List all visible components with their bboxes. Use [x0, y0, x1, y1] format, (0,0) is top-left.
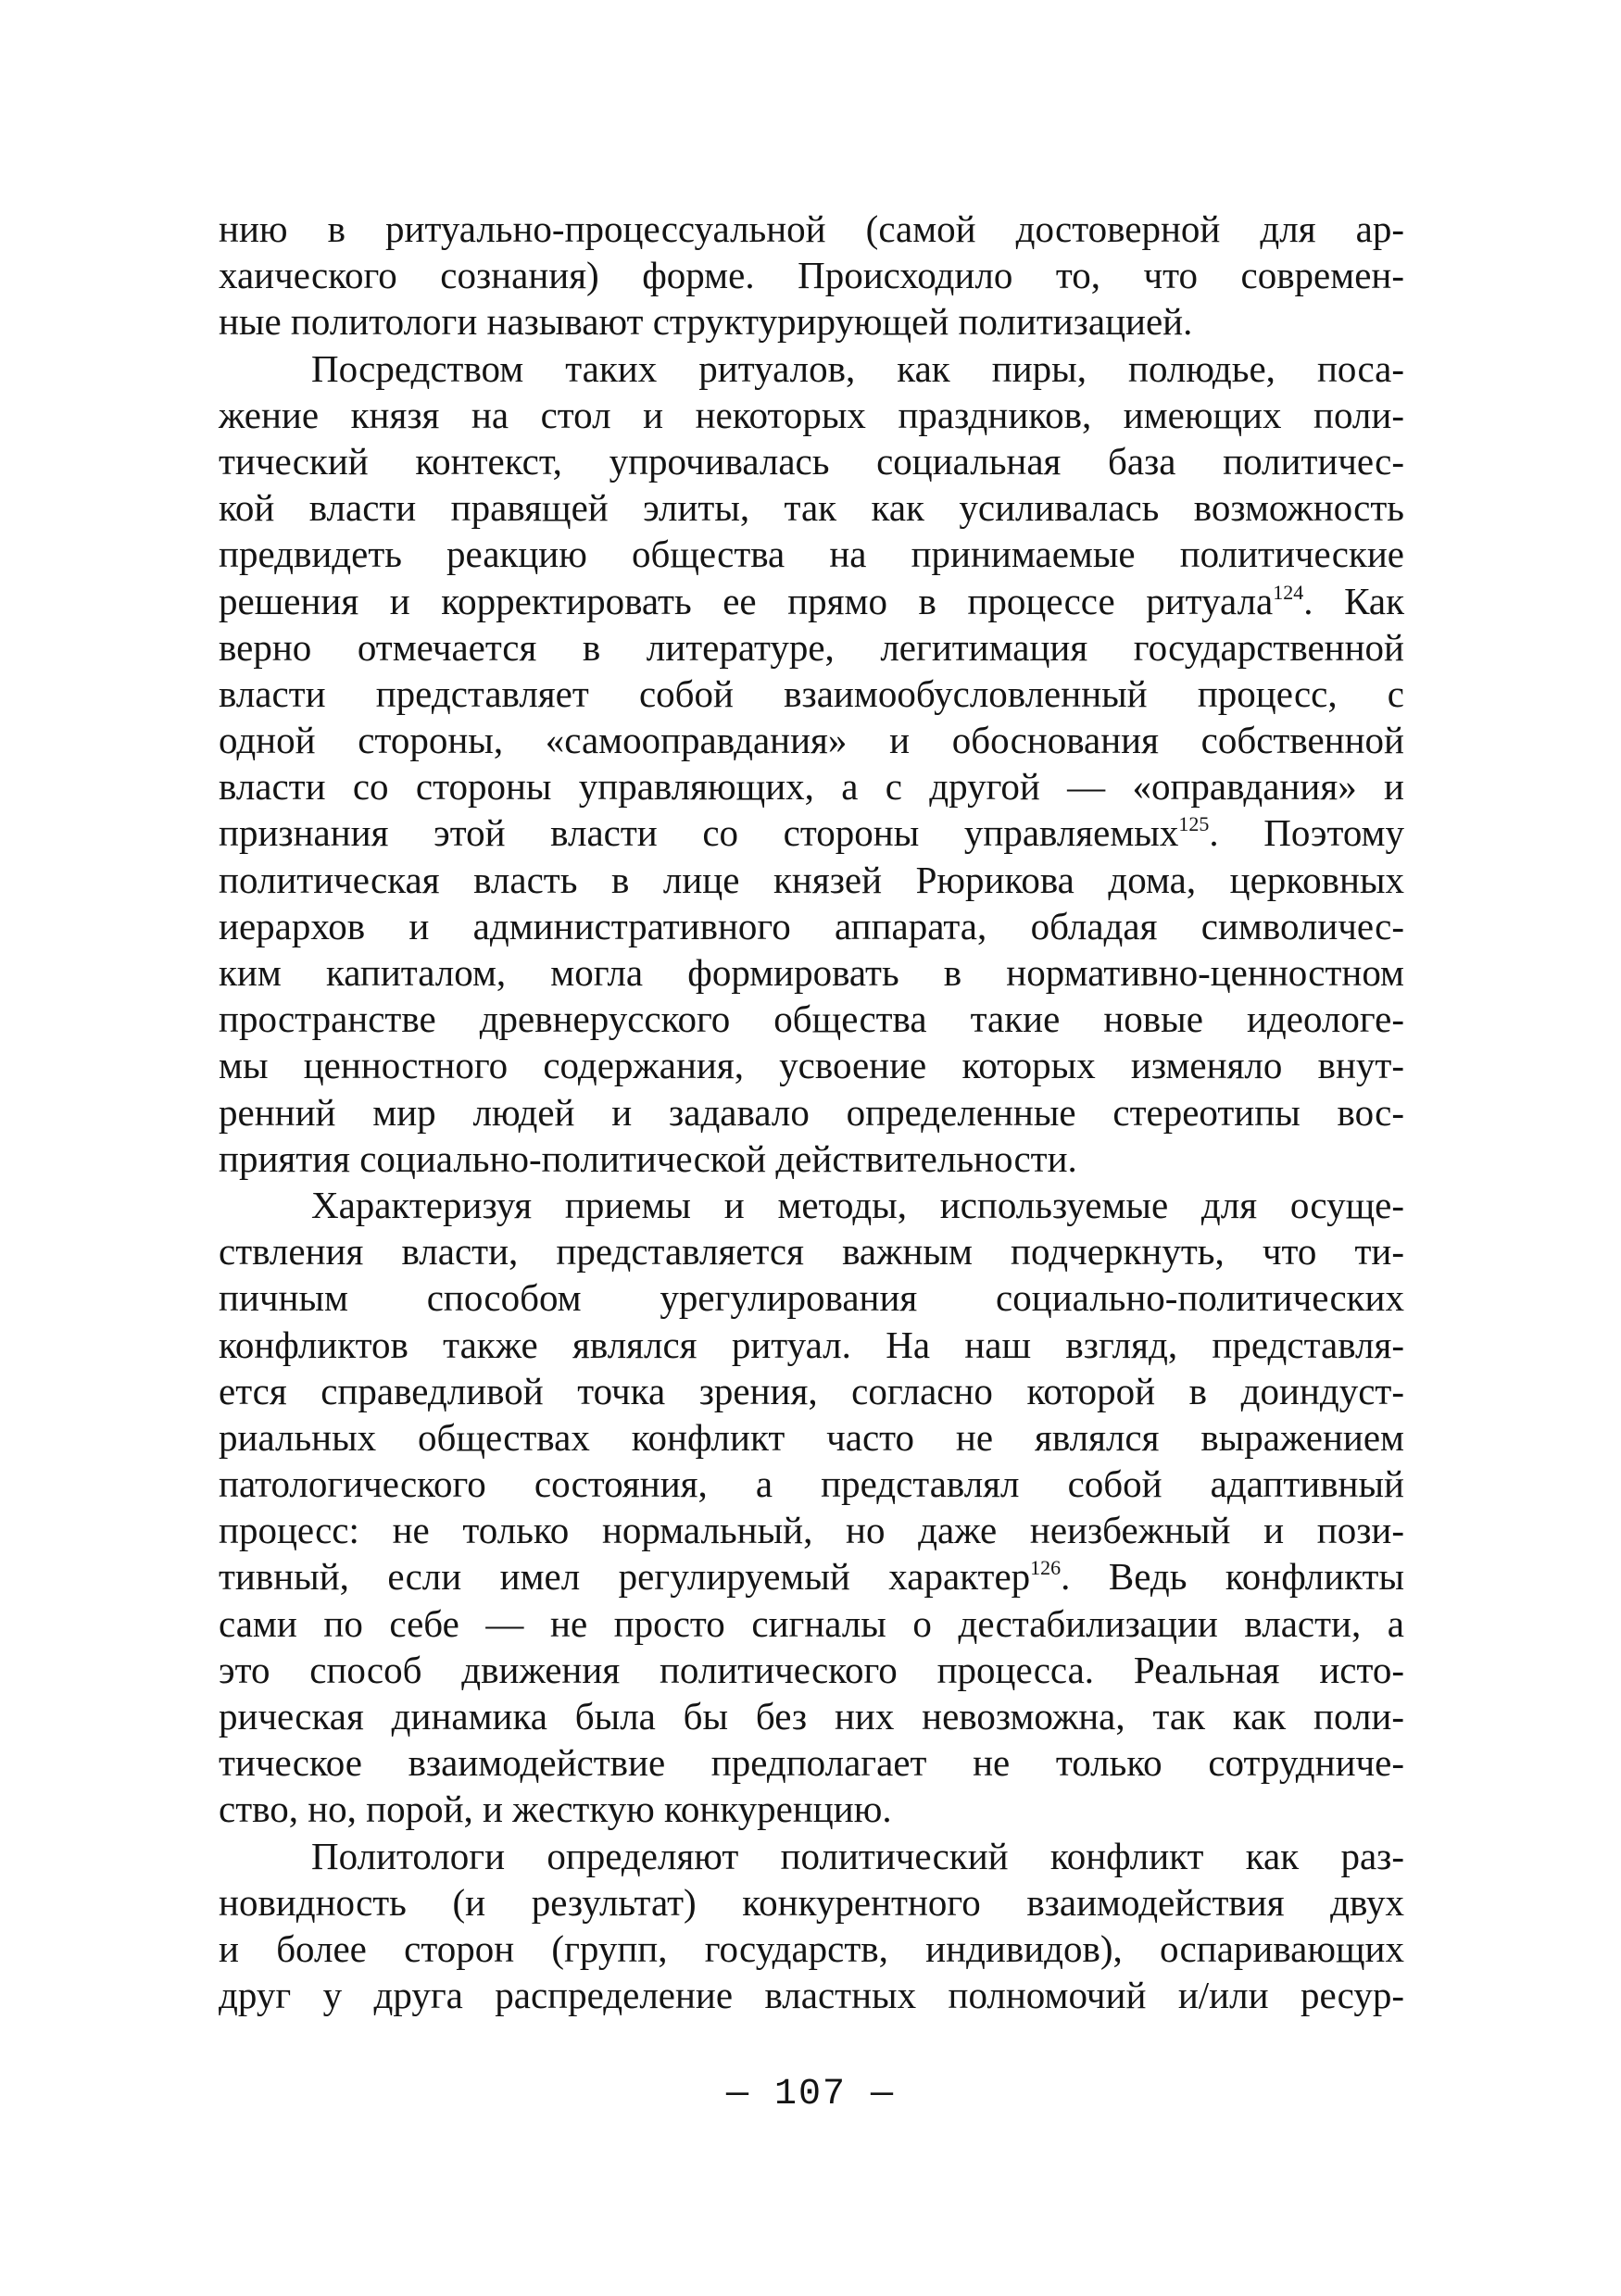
text-line: новидность (и результат) конкурентного взаимодействия двух [219, 1880, 1404, 1924]
text-line: процесс: не только нормальный, но даже неизбежный и пози- [219, 1509, 1404, 1552]
text-line: ким капиталом, могла формировать в нормативно-ценностном [219, 951, 1404, 994]
text-line: тический контекст, упрочивалась социальная база политичес- [219, 439, 1404, 483]
text-line: и более сторон (групп, государств, индивидов), оспаривающих [219, 1926, 1404, 1970]
line-text: признания этой власти со стороны управляемых [219, 811, 1179, 855]
text-line: жение князя на стол и некоторых праздников, имеющих поли- [219, 393, 1404, 436]
paragraph [219, 1182, 1404, 1833]
text-line: власти со стороны управляющих, а с другой — «оправдания» и [219, 765, 1404, 809]
text-line: Политологи определяют политический конфликт как раз- [311, 1834, 1404, 1877]
text-line: приятия социально-политической действительности. [219, 1136, 1077, 1180]
text-line: ренний мир людей и задавало определенные стереотипы вос- [219, 1090, 1404, 1134]
text-line: одной стороны, «самооправдания» и обоснования собственной [219, 719, 1404, 762]
text-line: пичным способом урегулирования социально-политических [219, 1276, 1404, 1320]
text-line: патологического состояния, а представлял собой адаптивный [219, 1462, 1404, 1506]
line-text: решения и корректировать ее прямо в процессе ритуала [219, 579, 1274, 622]
line-text: . Ведь конфликты [1061, 1555, 1404, 1599]
text-line: Посредством таких ритуалов, как пиры, полюдье, поса- [311, 346, 1404, 390]
text-line: ствления власти, представляется важным подчеркнуть, что ти- [219, 1230, 1404, 1273]
paragraph [219, 206, 1404, 345]
text-line: верно отмечается в литературе, легитимация государственной [219, 625, 1404, 669]
footnote-marker: 126 [1030, 1556, 1062, 1580]
text-line: ство, но, порой, и жесткую конкуренцию. [219, 1788, 892, 1831]
line-text: тивный, если имел регулируемый характер [219, 1555, 1031, 1599]
paragraph [219, 345, 1404, 1182]
text-line: власти представляет собой взаимообусловленный процесс, с [219, 671, 1404, 715]
text-line: мы ценностного содержания, усвоение которых изменяло внут- [219, 1044, 1404, 1087]
text-line: рическая динамика была бы без них невозможна, так как поли- [219, 1695, 1404, 1738]
text-line: пространстве древнерусского общества такие новые идеологе- [219, 997, 1404, 1041]
footnote-marker: 125 [1178, 812, 1210, 836]
text-line: друг у друга распределение властных полномочий и/или ресур- [219, 1974, 1404, 2017]
page-number: — 107 — [725, 2074, 896, 2115]
page-body-text [219, 206, 1404, 2018]
text-line: ные политологи называют структурирующей политизацией. [219, 300, 1193, 344]
text-line [219, 1553, 1404, 1600]
text-line: тическое взаимодействие предполагает не только сотрудниче- [219, 1741, 1404, 1785]
text-line [219, 809, 1404, 856]
line-text: . Как [1303, 579, 1404, 622]
text-line: риальных обществах конфликт часто не являлся выражением [219, 1415, 1404, 1459]
text-line: кой власти правящей элиты, так как усиливалась возможность [219, 486, 1404, 530]
paragraph [219, 1833, 1404, 2019]
text-line: Характеризуя приемы и методы, используемые для осуще- [311, 1183, 1404, 1226]
text-line: нию в ритуально-процессуальной (самой достоверной для ар- [219, 207, 1404, 250]
footnote-marker: 124 [1273, 580, 1304, 604]
line-text: . Поэтому [1209, 811, 1405, 855]
text-line: предвидеть реакцию общества на принимаемые политические [219, 533, 1404, 576]
text-line [219, 578, 1404, 624]
text-line: это способ движения политического процесса. Реальная исто- [219, 1648, 1404, 1691]
text-line: сами по себе — не просто сигналы о дестабилизации власти, а [219, 1601, 1404, 1645]
text-line: политическая власть в лице князей Рюрикова дома, церковных [219, 858, 1404, 901]
text-line: ется справедливой точка зрения, согласно которой в доиндуст- [219, 1369, 1404, 1412]
text-line: иерархов и административного аппарата, обладая символичес- [219, 904, 1404, 947]
text-line: хаического сознания) форме. Происходило то, что современ- [219, 254, 1404, 297]
text-line: конфликтов также являлся ритуал. На наш взгляд, представля- [219, 1323, 1404, 1366]
